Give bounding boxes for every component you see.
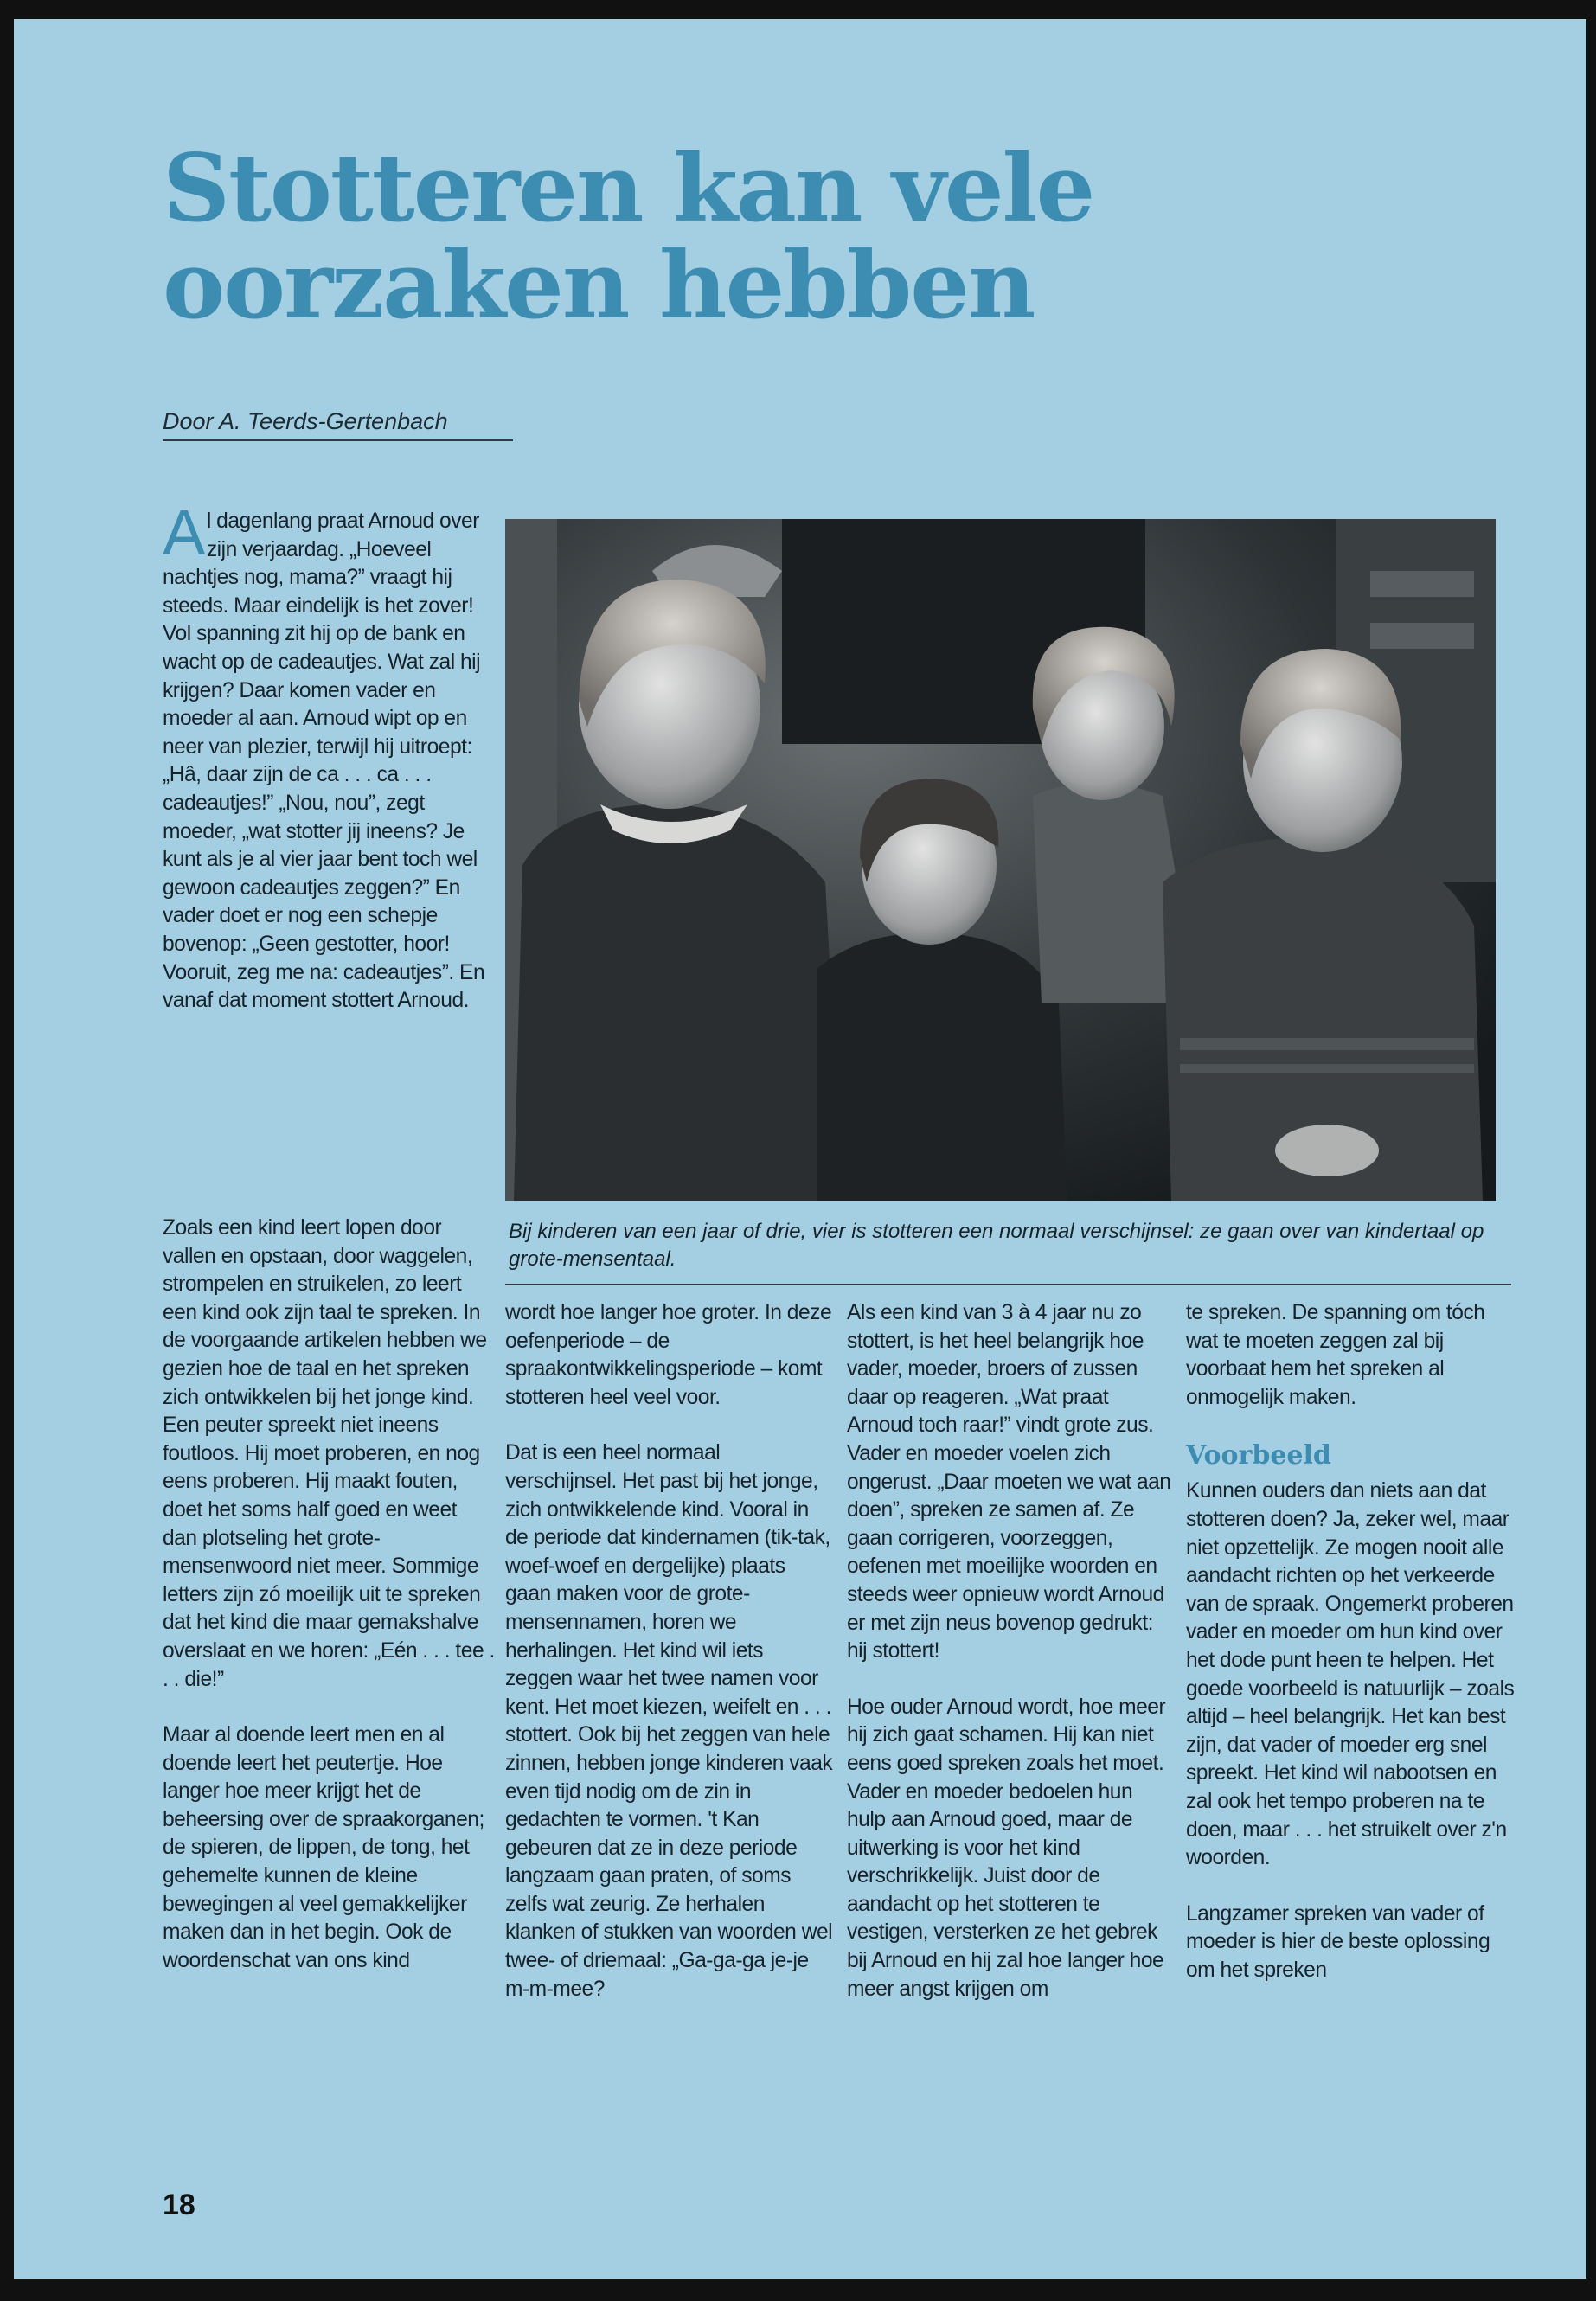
paragraph: Zoals een kind leert lopen door vallen en opstaan, door waggelen, strompelen en struikelen, zo leert een kind ook zijn taal te spreken. In de voorgaande artikelen hebben we gezien hoe de taal en het spreken zich ontwikkelen bij het jonge kind. Een peuter spreekt niet ineens foutloos. Hij moet proberen, en nog eens proberen. Hij maakt fouten, doet het soms half goed en weet dan plotseling het grote-mensenwoord niet meer. Sommige letters zijn zó moeilijk uit te spreken dat het kind die maar gemakshalve overslaat en we horen: „Eén . . . tee . . . die!” (163, 1216, 495, 1691)
article-photo (505, 519, 1496, 1201)
magazine-page (14, 19, 1586, 2279)
paragraph: wordt hoe langer hoe groter. In deze oefenperiode – de spraakontwikkelingsperiode – komt stotteren heel veel voor. (505, 1301, 832, 1409)
column-3 (847, 1299, 1172, 2031)
paragraph: Hoe ouder Arnoud wordt, hoe meer hij zich gaat schamen. Hij kan niet eens goed spreken zoals het moet. Vader en moeder bedoelen hun hulp aan Arnoud goed, maar de uitwerking is voor het kind verschrikkelijk. Juist door de aandacht op het stotteren te vestigen, versterken ze het gebrek bij Arnoud en hij zal hoe langer hoe meer angst krijgen om (847, 1695, 1166, 2001)
paragraph: Maar al doende leert men en al doende leert het peutertje. Hoe langer hoe meer krijgt het de beheersing over de spraakorganen; de spieren, de lippen, de tong, het gehemelte kunnen de kleine bewegingen al veel gemakkelijker maken dan in het begin. Ook de woordenschat van ons kind (163, 1723, 484, 1972)
drop-cap: A (163, 497, 205, 568)
paragraph: Als een kind van 3 à 4 jaar nu zo stottert, is het heel belangrijk hoe vader, moeder, broers of zussen daar op reageren. „Wat praat Arnoud toch raar!” vindt grote zus. Vader en moeder voelen zich ongerust. „Daar moeten we wat aan doen”, spreken ze samen af. Ze gaan corrigeren, voorzeggen, oefenen met moeilijke woorden en steeds weer opnieuw wordt Arnoud er met zijn neus bovenop gedrukt: hij stottert! (847, 1301, 1171, 1663)
article-title: Stotteren kan vele oorzaken hebben (163, 134, 1094, 340)
subheading: Voorbeeld (1186, 1440, 1331, 1471)
paragraph: te spreken. De spanning om tóch wat te moeten zeggen zal bij voorbaat hem het spreken al onmogelijk maken. (1186, 1301, 1485, 1409)
column-1 (163, 1215, 496, 2003)
byline: Door A. Teerds-Gertenbach (163, 407, 513, 441)
column-2 (505, 1299, 834, 2031)
photo-caption: Bij kinderen van een jaar of drie, vier is stotteren een normaal verschijnsel: ze gaan over van kindertaal op grote-mensentaal. (509, 1220, 1484, 1271)
page-number: 18 (163, 2189, 195, 2221)
lead-text: l dagenlang praat Arnoud over zijn verjaardag. „Hoeveel nachtjes nog, mama?” vraagt hij steeds. Maar eindelijk is het zover! Vol spanning zit hij op de bank en wacht op de cadeautjes. Wat zal hij krijgen? Daar komen vader en moeder al aan. Arnoud wipt op en neer van plezier, terwijl hij uitroept: „Hâ, daar zijn de ca . . . ca . . . cadeautjes!” „Nou, nou”, zegt moeder, „wat stotter jij ineens? Je kunt als je al vier jaar bent toch wel gewoon cadeautjes zeggen?” En vader doet er nog een schepje bovenop: „Geen gestotter, hoor! Vooruit, zeg me na: cadeautjes”. En vanaf dat moment stottert Arnoud. (163, 510, 485, 1013)
column-divider-rule (505, 1284, 1511, 1285)
paragraph: Kunnen ouders dan niets aan dat stotteren doen? Ja, zeker wel, maar niet opzettelijk. Ze mogen nooit alle aandacht richten op het verkeerde van de spraak. Ongemerkt proberen vader en moeder om hun kind over het dode punt heen te helpen. Het goede voorbeeld is natuurlijk – zoals altijd – heel belangrijk. Het kan best zijn, dat vader of moeder erg snel spreekt. Het kind wil nabootsen en zal ook het tempo proberen na te doen, maar . . . het struikelt over z'n woorden. (1186, 1479, 1515, 1870)
column-4 (1186, 1299, 1519, 2012)
children-photo-illustration (505, 519, 1496, 1201)
paragraph: Langzamer spreken van vader of moeder is hier de beste oplossing om het spreken (1186, 1901, 1490, 1982)
paragraph: Dat is een heel normaal verschijnsel. Het past bij het jonge, zich ontwikkelende kind. Vooral in de periode dat kindernamen (tik-tak, woef-woef en dergelijke) plaats gaan maken voor de grote-mensennamen, horen we herhalingen. Het kind wil iets zeggen waar het twee namen voor kent. Het moet kiezen, weifelt en . . . stottert. Ook bij het zeggen van hele zinnen, hebben jonge kinderen vaak even tijd nodig om de zin in gedachten te vormen. 't Kan gebeuren dat ze in deze periode langzaam gaan praten, of soms zelfs wat zeurig. Ze herhalen klanken of stukken van woorden wel twee- of driemaal: „Ga-ga-ga je-je m-m-mee? (505, 1441, 833, 2001)
lead-paragraph (163, 497, 496, 1043)
